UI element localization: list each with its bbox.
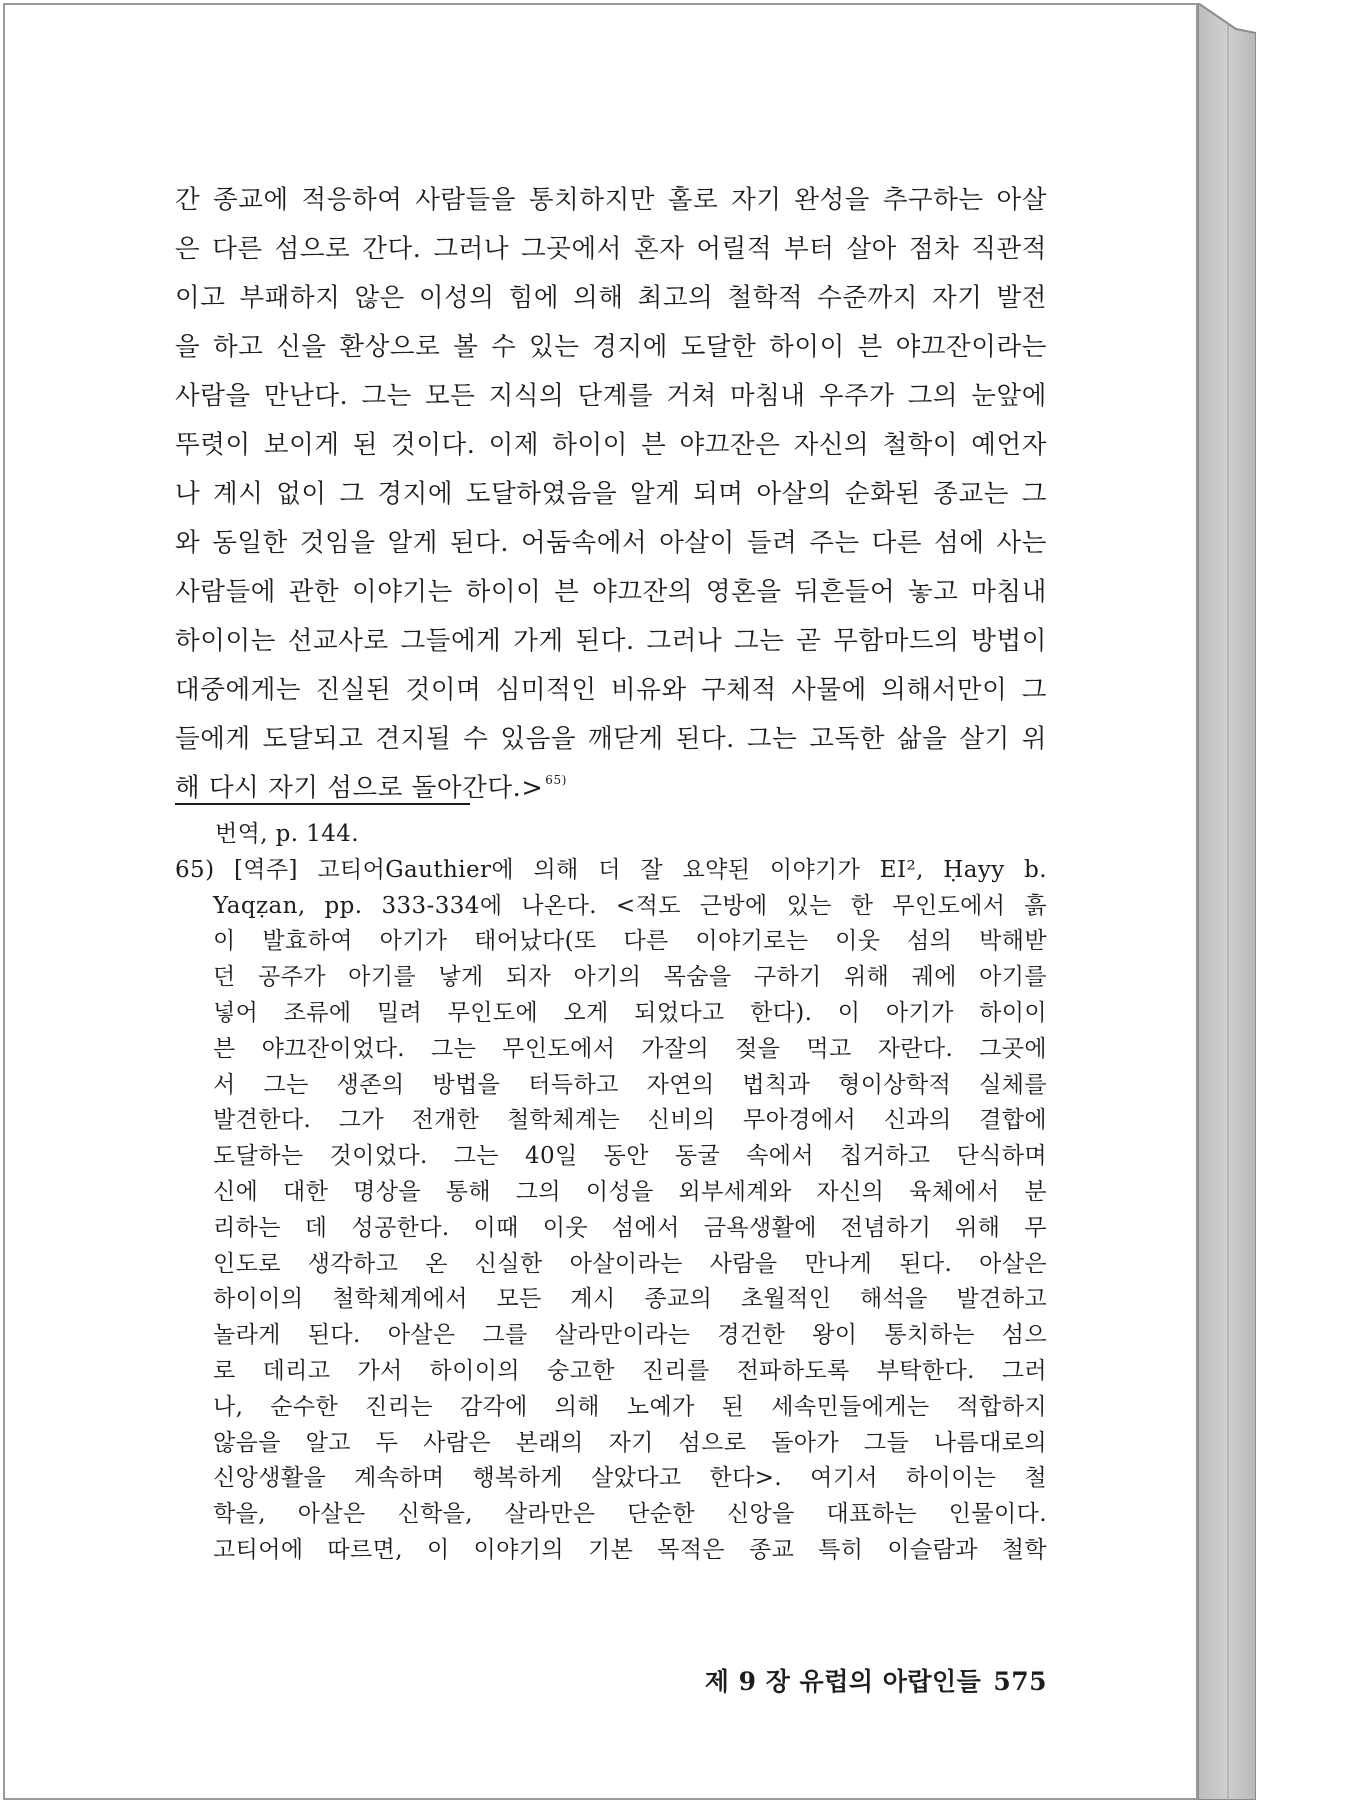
body-line: 나 계시 없이 그 경지에 도달하였음을 알게 되며 아살의 순화된 종교는 그: [175, 479, 1047, 509]
body-line-text: 해 다시 자기 섬으로 돌아간다.>: [175, 773, 544, 803]
body-line: 하이이는 선교사로 그들에게 가게 된다. 그러나 그는 곧 무함마드의 방법이: [175, 626, 1047, 656]
footnote-65-line: 넣어 조류에 밀려 무인도에 오게 되었다고 한다). 이 아기가 하이이: [213, 999, 1047, 1026]
footnote-65-line: 고티어에 따르면, 이 이야기의 기본 목적은 종교 특히 이슬람과 철학: [213, 1536, 1047, 1563]
footnote-65-line: 신앙생활을 계속하며 행복하게 살았다고 한다>. 여기서 하이이는 철: [213, 1465, 1047, 1492]
body-line: 대중에게는 진실된 것이며 심미적인 비유와 구체적 사물에 의해서만이 그: [175, 675, 1047, 705]
page-stack-edge-shape: [1198, 3, 1256, 1800]
body-line: 사람을 만난다. 그는 모든 지식의 단계를 거쳐 마침내 우주가 그의 눈앞에: [175, 381, 1047, 411]
body-line: 을 하고 신을 환상으로 볼 수 있는 경지에 도달한 하이이 븐 야끄잔이라는: [175, 332, 1047, 362]
footnotes: [175, 817, 1047, 1569]
footnote-65-line: 리하는 데 성공한다. 이때 이웃 섬에서 금욕생활에 전념하기 위해 무: [213, 1214, 1047, 1241]
page-number: 575: [993, 1667, 1047, 1696]
footnote-65-line: 로 데리고 가서 하이이의 숭고한 진리를 전파하도록 부탁한다. 그러: [213, 1357, 1047, 1384]
footnote-separator: [175, 803, 470, 805]
footnote-65-line: 발견한다. 그가 전개한 철학체계는 신비의 무아경에서 신과의 결합에: [213, 1107, 1047, 1134]
chapter-title: 제 9 장 유럽의 아랍인들: [704, 1667, 982, 1696]
footnote-65-line: 도달하는 것이었다. 그는 40일 동안 동굴 속에서 칩거하고 단식하며: [213, 1143, 1047, 1170]
footnote-65-line: 븐 야끄잔이었다. 그는 무인도에서 가잘의 젖을 먹고 자란다. 그곳에: [213, 1035, 1047, 1062]
body-line: 은 다른 섬으로 간다. 그러나 그곳에서 혼자 어릴적 부터 살아 점차 직관적: [175, 234, 1047, 264]
footnote-reference[interactable]: 65): [545, 773, 568, 787]
footnote-65-line: 인도로 생각하고 온 신실한 아살이라는 사람을 만나게 된다. 아살은: [213, 1250, 1047, 1277]
footnote-65-line: 놀라게 된다. 아살은 그를 살라만이라는 경건한 왕이 통치하는 섬으: [213, 1322, 1047, 1349]
footnote-65-line: 학을, 아살은 신학을, 살라만은 단순한 신앙을 대표하는 인물이다.: [213, 1501, 1047, 1528]
footnote-65-line: Yaqẓan, pp. 333-334에 나온다. <적도 근방에 있는 한 무인도에서 흙: [213, 892, 1047, 919]
footnote-65-line: 던 공주가 아기를 낳게 되자 아기의 목숨을 구하기 위해 궤에 아기를: [213, 964, 1047, 991]
running-footer: [690, 1662, 1047, 1698]
footnote-65-line: 않음을 알고 두 사람은 본래의 자기 섬으로 돌아가 그들 나름대로의: [213, 1429, 1047, 1456]
footnote-65-line: 신에 대한 명상을 통해 그의 이성을 외부세계와 자신의 육체에서 분: [213, 1178, 1047, 1205]
footnote-continuation: 번역, p. 144.: [215, 821, 360, 847]
page-stack-edge: [1198, 3, 1256, 1800]
body-line: 간 종교에 적응하여 사람들을 통치하지만 홀로 자기 완성을 추구하는 아살: [175, 185, 1047, 215]
footnote-65-line: 나, 순수한 진리는 감각에 의해 노예가 된 세속민들에게는 적합하지: [213, 1393, 1047, 1420]
body-line: 와 동일한 것임을 알게 된다. 어둠속에서 아살이 들려 주는 다른 섬에 사는: [175, 528, 1047, 558]
body-line: 들에게 도달되고 견지될 수 있음을 깨닫게 된다. 그는 고독한 삶을 살기 위: [175, 724, 1047, 754]
body-line: 뚜렷이 보이게 된 것이다. 이제 하이이 븐 야끄잔은 자신의 철학이 예언자: [175, 430, 1047, 460]
body-line: 이고 부패하지 않은 이성의 힘에 의해 최고의 철학적 수준까지 자기 발전: [175, 283, 1047, 313]
body-line-last: [175, 764, 1047, 813]
body-line: 사람들에 관한 이야기는 하이이 븐 야끄잔의 영혼을 뒤흔들어 놓고 마침내: [175, 577, 1047, 607]
footnote-65-line: 서 그는 생존의 방법을 터득하고 자연의 법칙과 형이상학적 실체를: [213, 1071, 1047, 1098]
footnote-65-line: 65) [역주] 고티어Gauthier에 의해 더 잘 요약된 이야기가 EI², Ḥayy b.: [175, 856, 1047, 883]
body-paragraph: [175, 176, 1047, 813]
footnote-65-line: 이 발효하여 아기가 태어났다(또 다른 이야기로는 이웃 섬의 박해받: [213, 928, 1047, 955]
footnote-65-line: 하이이의 철학체계에서 모든 계시 종교의 초월적인 해석을 발견하고: [213, 1286, 1047, 1313]
